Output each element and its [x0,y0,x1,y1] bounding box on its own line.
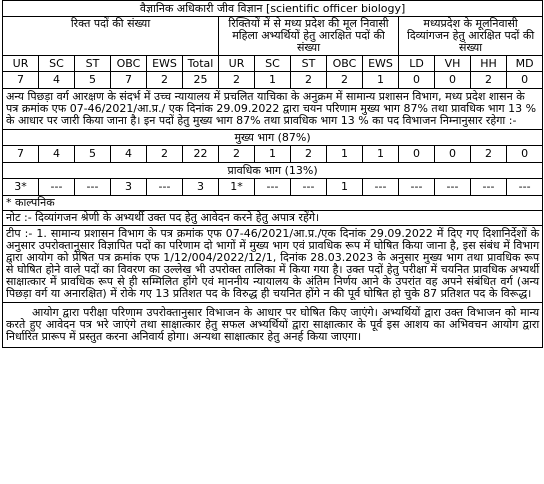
table-cell: 0 [435,72,471,89]
table-cell: 3 [111,179,147,196]
header-mp-divyang: मध्यप्रदेश के मूलनिवासी दिव्यांगजन हेतु आरक्षित पदों की संख्या [399,17,543,56]
divyang-note: नोट :- दिव्यांगजन श्रेणी के अभ्यर्थी उक्त पद हेतु आवेदन करने हेतु अपात्र रहेंगे। [3,211,543,226]
table-cell: 7 [111,72,147,89]
table-cell: 2 [291,72,327,89]
column-header: EWS [363,56,399,72]
table-cell: 0 [507,146,543,163]
table-cell: --- [255,179,291,196]
column-header: SC [255,56,291,72]
main-part-label: मुख्य भाग (87%) [3,130,543,146]
table-cell: --- [507,179,543,196]
table-cell: 1 [327,146,363,163]
commission-paragraph [3,303,543,348]
column-header: LD [399,56,435,72]
table-cell: 1 [363,72,399,89]
table-cell: 0 [399,146,435,163]
table-cell: 1 [255,72,291,89]
column-header: Total [183,56,219,72]
column-header: OBC [327,56,363,72]
table-cell: 25 [183,72,219,89]
table-cell: 0 [435,146,471,163]
table-cell: 4 [39,146,75,163]
vacancy-table [2,0,543,348]
table-cell: 3* [3,179,39,196]
table-cell: 2 [471,72,507,89]
column-header: OBC [111,56,147,72]
table-row-main [3,146,543,163]
table-cell: --- [291,179,327,196]
table-cell: --- [147,179,183,196]
table-cell: --- [399,179,435,196]
table-cell: 7 [3,72,39,89]
column-header: VH [435,56,471,72]
column-header: MD [507,56,543,72]
table-cell: 0 [399,72,435,89]
table-cell: --- [435,179,471,196]
table-cell: 0 [507,72,543,89]
table-cell: 4 [39,72,75,89]
table-cell: 1 [363,146,399,163]
table-row-provisional [3,179,543,196]
table-cell: --- [75,179,111,196]
header-vacancy: रिक्त पदों की संख्या [3,17,219,56]
column-header: ST [291,56,327,72]
table-cell: --- [471,179,507,196]
table-cell: 3 [183,179,219,196]
table-cell: --- [39,179,75,196]
table-cell: 5 [75,72,111,89]
table-cell: 2 [147,72,183,89]
table-cell: 7 [3,146,39,163]
commission-paragraph-text: आयोग द्वारा परीक्षा परिणाम उपरोक्तानुसार विभाजन के आधार पर घोषित किए जाएंगे। अभ्यर्थियों द्वारा उक्त विभाजन को मान्य करते हुए आवेदन पत्र भरे जाएंगे तथा साक्षात्कार हेतु सफल अभ्यर्थियों द्वारा साक्षात्कार के पूर्व इस आशय का अभिवचन आयोग द्वारा निर्धारित प्रारूप में प्रस्तुत करना अनिवार्य होगा। अन्यथा साक्षात्कार हेतु अनर्ह किया जाएगा। [6,306,540,343]
table-cell: 1 [255,146,291,163]
reservation-note: अन्य पिछड़ा वर्ग आरक्षण के संदर्भ में उच्च न्यायालय में प्रचलित याचिका के अनुक्रम में सामान्य प्रशासन विभाग, मध्य प्रदेश शासन के पत्र क्रमांक एफ 07-46/2021/आ.प्र./ एक दिनांक 29.09.2022 द्वारा चयन परिणाम मुख्य भाग 87% तथा प्रावधिक भाग 13 % के आधार पर जारी किया जाना है। इन पदों हेतु मुख्य भाग 87% तथा प्रावधिक भाग 13 % का पद विभाजन निम्नानुसार रहेगा :- [3,89,543,130]
column-header: EWS [147,56,183,72]
column-header: ST [75,56,111,72]
column-header-row [3,56,543,72]
table-cell: 2 [471,146,507,163]
table-cell: 2 [219,72,255,89]
table-cell: 5 [75,146,111,163]
header-mp-women: रिक्तियों में से मध्य प्रदेश की मूल निवासी महिला अभ्यर्थियों हेतु आरक्षित पदों की संख्या [219,17,399,56]
table-row-total [3,72,543,89]
table-cell: 4 [111,146,147,163]
hypothetical-footnote: * काल्पनिक [3,196,543,211]
table-cell: 1 [327,179,363,196]
table-title: वैज्ञानिक अधिकारी जीव विज्ञान [scientific officer biology] [3,1,543,17]
column-header: UR [219,56,255,72]
table-cell: 2 [147,146,183,163]
provisional-part-label: प्रावधिक भाग (13%) [3,163,543,179]
table-cell: 2 [327,72,363,89]
table-cell: 2 [219,146,255,163]
column-header: SC [39,56,75,72]
column-header: HH [471,56,507,72]
table-cell: --- [363,179,399,196]
table-cell: 2 [291,146,327,163]
tip-note: टीप :- 1. सामान्य प्रशासन विभाग के पत्र क्रमांक एफ 07-46/2021/आ.प्र./एक दिनांक 29.09.2022 में दिए गए दिशानिर्देशों के अनुसार उपरोक्तानुसार विज्ञापित पदों का परिणाम दो भागों में मुख्य भाग एवं प्रावधिक रूप में घोषित किया जाना है, इस संबंध में विभाग द्वारा आयोग को प्रेषित पत्र क्रमांक एफ 1/12/004/2022/12/1, दिनांक 28.03.2023 के अनुसार मुख्य भाग तथा प्रावधिक रूप से घोषित होने वाले पदों का विवरण का उल्लेख भी उपरोक्त तालिका में किया गया है। उक्त पदों हेतु परीक्षा में चयनित प्रावधिक अभ्यर्थी साक्षात्कार में प्रावधिक रूप से ही सम्मिलित होंगे एवं माननीय न्यायालय के अंतिम निर्णय आने के उपरांत वह अपने संबंधित वर्ग (अन्य पिछड़ा वर्ग या अनारक्षित) में रोके गए 13 प्रतिशत पद के विरुद्ध ही चयनित होंगे न की पूर्व घोषित हो चुके 87 प्रतिशत पद के विरूद्ध। [3,226,543,303]
table-cell: 1* [219,179,255,196]
column-header: UR [3,56,39,72]
document-page [2,0,542,484]
table-cell: 22 [183,146,219,163]
